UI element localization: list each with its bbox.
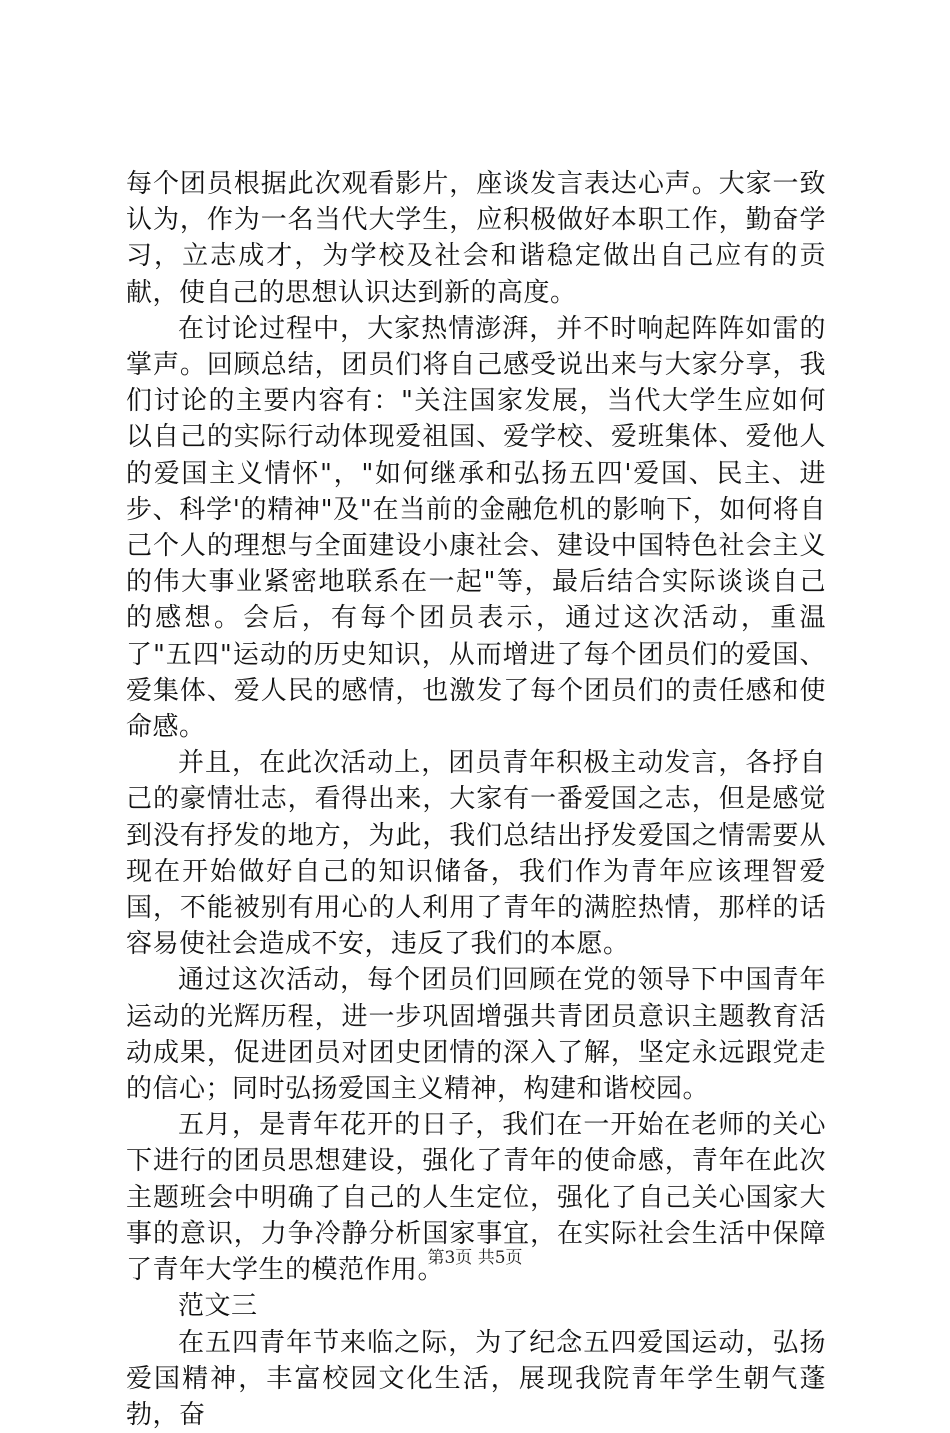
section-heading-fanwen-san: 范文三 <box>126 1288 826 1324</box>
paragraph-4: 通过这次活动，每个团员们回顾在党的领导下中国青年运动的光辉历程，进一步巩固增强共青团员意识主题教育活动成果，促进团员对团史团情的深入了解，坚定永远跟党走的信心；同时弘扬爱国主义精神，构建和谐校园。 <box>126 962 826 1107</box>
paragraph-3: 并且，在此次活动上，团员青年积极主动发言，各抒自己的豪情壮志，看得出来，大家有一番爱国之志，但是感觉到没有抒发的地方，为此，我们总结出抒发爱国之情需要从现在开始做好自己的知识储备，我们作为青年应该理智爱国，不能被别有用心的人利用了青年的满腔热情，那样的话容易使社会造成不安，违反了我们的本愿。 <box>126 745 826 962</box>
paragraph-2: 在讨论过程中，大家热情澎湃，并不时响起阵阵如雷的掌声。回顾总结，团员们将自己感受说出来与大家分享，我们讨论的主要内容有："关注国家发展，当代大学生应如何以自己的实际行动体现爱祖国、爱学校、爱班集体、爱他人的爱国主义情怀"，"如何继承和弘扬五四'爱国、民主、进步、科学'的精神"及"在当前的金融危机的影响下，如何将自己个人的理想与全面建设小康社会、建设中国特色社会主义的伟大事业紧密地联系在一起"等，最后结合实际谈谈自己的感想。会后，有每个团员表示，通过这次活动，重温了"五四"运动的历史知识，从而增进了每个团员们的爱国、爱集体、爱人民的感情，也激发了每个团员们的责任感和使命感。 <box>126 311 826 745</box>
paragraph-5: 五月，是青年花开的日子，我们在一开始在老师的关心下进行的团员思想建设，强化了青年的使命感，青年在此次主题班会中明确了自己的人生定位，强化了自己关心国家大事的意识，力争冷静分析国家事宜，在实际社会生活中保障了青年大学生的模范作用。 <box>126 1107 826 1288</box>
paragraph-6: 在五四青年节来临之际，为了纪念五四爱国运动，弘扬爱国精神，丰富校园文化生活，展现我院青年学生朝气蓬勃，奋 <box>126 1325 826 1433</box>
paragraph-1: 每个团员根据此次观看影片，座谈发言表达心声。大家一致认为，作为一名当代大学生，应积极做好本职工作，勤奋学习，立志成才，为学校及社会和谐稳定做出自己应有的贡献，使自己的思想认识达到新的高度。 <box>126 166 826 311</box>
page-number-footer: 第3页 共5页 <box>0 1243 950 1268</box>
